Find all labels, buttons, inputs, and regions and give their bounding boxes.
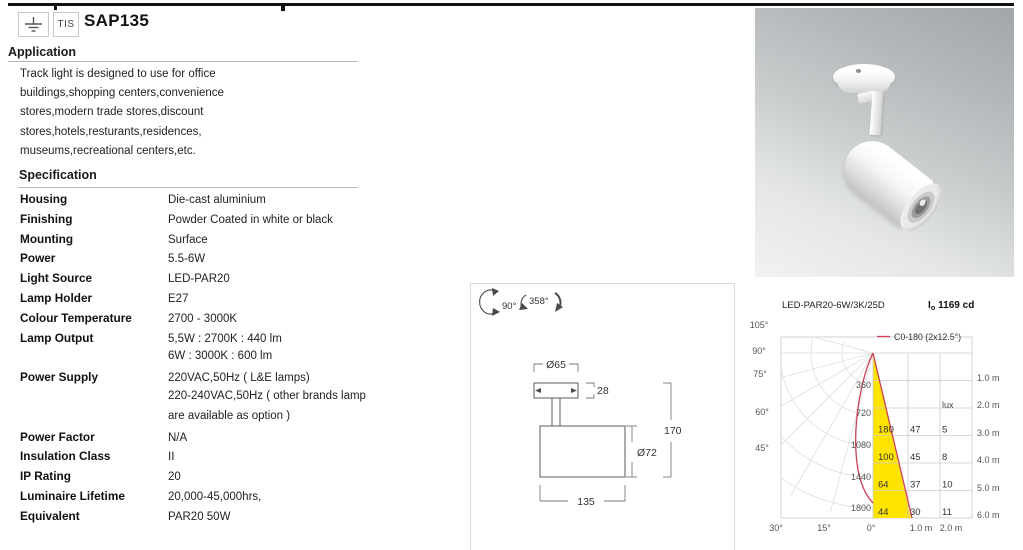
application-line: museums,recreational centers,etc. (20, 144, 196, 157)
earth-symbol-box (18, 12, 49, 37)
svg-text:75°: 75° (753, 369, 767, 379)
spec-label: Power (20, 251, 56, 266)
spec-row-finishing (20, 212, 450, 232)
spec-label: Mounting (20, 231, 74, 246)
spec-value: 220VAC,50Hz ( L&E lamps) (168, 372, 310, 385)
svg-text:37: 37 (910, 479, 921, 491)
svg-text:45°: 45° (755, 443, 769, 453)
application-line: stores,modern trade stores,discount (20, 106, 204, 119)
cropped-header-rule (8, 3, 1014, 6)
spec-row-power-supply-2 (20, 390, 450, 410)
spec-value: PAR20 50W (168, 510, 231, 523)
dim-top-diameter: Ø65 (546, 359, 566, 371)
spec-label: Light Source (20, 271, 93, 286)
spec-value: are available as option ) (168, 409, 291, 422)
specification-underline (18, 187, 358, 188)
spec-row-insulation-class (20, 449, 450, 469)
dimension-drawing (471, 284, 734, 550)
spec-row-lamp-output (20, 331, 450, 351)
spec-value: N/A (168, 431, 188, 444)
svg-text:1.0 m: 1.0 m (977, 373, 1000, 383)
svg-text:5: 5 (942, 424, 948, 436)
tis-mark-box (53, 12, 79, 37)
tis-mark-label: TIS (57, 19, 75, 30)
right-distance-labels (977, 373, 1000, 520)
spec-row-light-source (20, 271, 450, 291)
spec-row-lamp-output-2 (20, 350, 450, 370)
spec-value: Powder Coated in white or black (168, 213, 333, 226)
candela-labels (851, 380, 871, 513)
dim-total-height: 170 (664, 425, 682, 437)
spec-row-power-supply-3 (20, 410, 450, 430)
spec-row-luminaire-lifetime (20, 489, 450, 509)
svg-text:30: 30 (910, 507, 921, 518)
application-line: stores,hotels,resturants,residences, (20, 125, 202, 138)
spec-value: 20,000-45,000hrs, (168, 490, 262, 503)
spec-label: Colour Temperature (20, 310, 132, 325)
spec-value: LED-PAR20 (168, 273, 230, 286)
svg-text:4.0 m: 4.0 m (977, 455, 1000, 465)
spec-label: Housing (20, 192, 68, 206)
spec-value: Die-cast aluminium (168, 194, 266, 206)
svg-text:60°: 60° (755, 407, 769, 417)
spec-value: 220-240VAC,50Hz ( other brands lamp (168, 389, 366, 402)
svg-text:720: 720 (855, 408, 871, 418)
spec-label: IP Rating (20, 469, 71, 484)
spec-row-colour-temperature (20, 311, 450, 331)
spec-label: Power Factor (20, 429, 95, 444)
svg-text:100: 100 (878, 452, 894, 463)
spec-value: II (168, 451, 175, 464)
spec-label: Finishing (20, 211, 73, 226)
svg-text:90°: 90° (752, 346, 766, 356)
spec-row-ip-rating (20, 469, 450, 489)
svg-text:3.0 m: 3.0 m (977, 428, 1000, 438)
cropped-header-artifact (281, 6, 285, 11)
rotation-vertical-label: 90° (502, 301, 517, 312)
svg-text:44: 44 (878, 507, 889, 518)
svg-text:2.0 m: 2.0 m (939, 523, 963, 533)
svg-text:2.0 m: 2.0 m (977, 400, 1000, 410)
spec-label: Power Supply (20, 370, 99, 385)
spec-value: E27 (168, 292, 189, 305)
spec-row-power (20, 251, 450, 271)
svg-text:6.0 m: 6.0 m (977, 510, 1000, 520)
specification-heading: Specification (19, 168, 97, 182)
svg-text:64: 64 (878, 479, 889, 491)
photometric-diagram (750, 290, 1015, 548)
application-line: buildings,shopping centers,convenience (20, 87, 224, 100)
spec-value: 20 (168, 471, 181, 484)
canopy-screw (856, 69, 861, 73)
dim-body-length: 135 (577, 496, 595, 508)
spec-row-lamp-holder (20, 291, 450, 311)
chart-title: LED-PAR20-6W/3K/25D (782, 300, 885, 311)
product-model-title: SAP135 (84, 11, 150, 30)
photometric-chart (750, 290, 1015, 548)
svg-text:30°: 30° (769, 523, 783, 533)
spec-row-equivalent (20, 509, 450, 529)
lux-header: lux (942, 400, 954, 410)
svg-text:360: 360 (855, 380, 871, 390)
svg-text:1440: 1440 (850, 472, 871, 482)
svg-text:10: 10 (942, 479, 953, 491)
angle-labels (750, 320, 876, 533)
dim-body-diameter: Ø72 (637, 447, 657, 459)
dimension-drawing-panel (470, 283, 735, 550)
application-line: Track light is designed to use for office (20, 68, 216, 80)
svg-text:1080: 1080 (850, 440, 871, 450)
spec-value: 2700 - 3000K (168, 312, 238, 325)
lamp-stem (869, 91, 883, 136)
spec-label: Insulation Class (20, 449, 111, 464)
svg-text:11: 11 (942, 507, 952, 518)
svg-text:47: 47 (910, 424, 921, 436)
spec-label: Lamp Output (20, 330, 94, 345)
lamp-body (833, 130, 949, 238)
spec-value: 6W : 3000K : 600 lm (168, 350, 273, 363)
svg-text:0°: 0° (866, 523, 876, 533)
application-heading: Application (8, 45, 77, 59)
bottom-distance-labels (910, 523, 963, 533)
product-photo (755, 8, 1014, 277)
svg-text:45: 45 (910, 452, 921, 463)
spec-label: Luminaire Lifetime (20, 488, 125, 503)
spec-value: 5.5-6W (168, 253, 206, 266)
svg-text:105°: 105° (750, 320, 769, 330)
spec-value: Surface (168, 233, 208, 246)
legend-label: C0-180 (2x12.5°) (894, 332, 962, 342)
svg-text:1.0 m: 1.0 m (909, 523, 933, 533)
earth-ground-icon (21, 15, 46, 34)
cropped-header-artifact (54, 6, 57, 10)
chart-peak-intensity: $I_o$ 1169 cd (928, 300, 975, 312)
svg-text:8: 8 (942, 452, 948, 463)
dim-plate-height: 28 (597, 385, 609, 397)
svg-text:1800: 1800 (850, 503, 871, 513)
svg-text:5.0 m: 5.0 m (977, 483, 1000, 493)
spec-label: Equivalent (20, 508, 80, 523)
rotation-vertical-arrow-icon (480, 290, 495, 314)
svg-text:180: 180 (878, 424, 894, 436)
spec-row-housing (20, 192, 450, 212)
specification-table (20, 192, 450, 529)
svg-text:15°: 15° (817, 523, 831, 533)
application-underline (8, 61, 358, 62)
spec-row-mounting (20, 232, 450, 252)
spec-value: 5,5W : 2700K : 440 lm (168, 332, 282, 345)
rotation-horizontal-label: 358° (529, 296, 549, 307)
application-text (20, 65, 224, 161)
spec-row-power-factor (20, 430, 450, 450)
spec-label: Lamp Holder (20, 290, 93, 305)
spec-row-power-supply (20, 370, 450, 390)
